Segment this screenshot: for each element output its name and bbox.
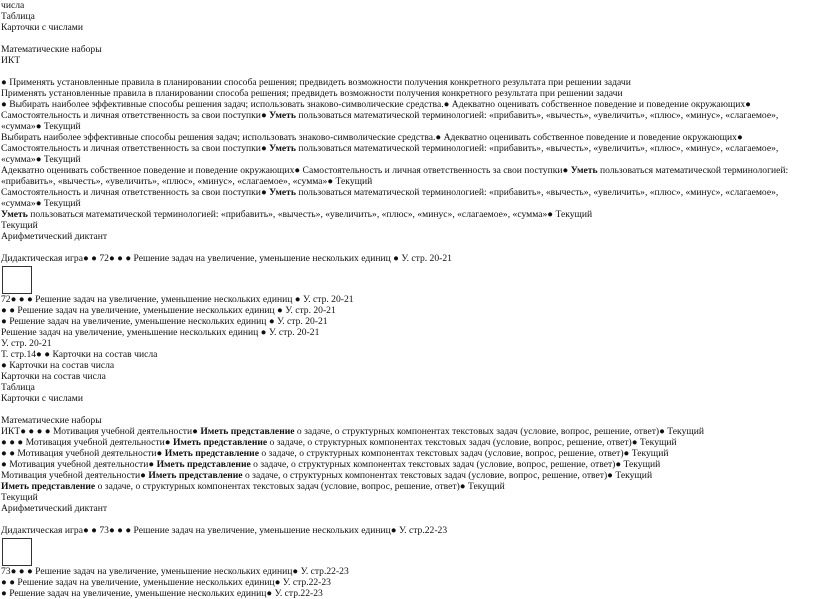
text-run: о задаче, о структурных компонентах текстовых задач (условие, вопрос, решение, ответ)● Текущий <box>250 459 661 470</box>
bold-term: Уметь <box>269 143 296 154</box>
text-run: Самостоятельность и личная ответственность за свои поступки● <box>1 187 270 198</box>
text-line: ● Карточки на состав числа <box>1 360 115 371</box>
document-body <box>1 0 813 599</box>
bold-term: Иметь представление <box>200 426 295 437</box>
text-paragraph <box>1 426 813 437</box>
text-paragraph <box>1 481 813 492</box>
text-line: Текущий <box>1 492 38 503</box>
text-line: ● ● Решение задач на увеличение, уменьшение нескольких единиц● У. стр.22-23 <box>1 577 331 588</box>
text-paragraph <box>1 470 813 481</box>
text-line: 72● ● ● Решение задач на увеличение, уменьшение нескольких единиц ● У. стр. 20-21 <box>1 294 354 305</box>
text-paragraph <box>1 99 813 132</box>
text-run: о задаче, о структурных компонентах текстовых задач (условие, вопрос, решение, ответ)● Текущий <box>242 470 653 481</box>
text-line: Применять установленные правила в планировании способа решения; предвидеть возможности получения конкретного результата при решении задачи <box>1 88 623 99</box>
text-run: о задаче, о структурных компонентах текстовых задач (условие, вопрос, решение, ответ)● Текущий <box>294 426 705 437</box>
bold-term: Уметь <box>570 165 598 176</box>
text-line: Арифметический диктант <box>1 503 108 514</box>
empty-image-frame <box>2 266 32 294</box>
text-run: о задаче, о структурных компонентах текстовых задач (условие, вопрос, решение, ответ)● Текущий <box>267 437 677 448</box>
text-run: ИКТ● ● ● ● Мотивация учебной деятельности● <box>1 426 201 437</box>
text-paragraph <box>1 209 813 220</box>
text-run: Выбирать наиболее эффективные способы решения задач; использовать знаково-символические средства.● Адекватно оценивать собственное поведение и поведение окружающих● Самостоятельность и личная ответственность за свои поступки● <box>1 132 743 154</box>
text-line: ● ● Решение задач на увеличение, уменьшение нескольких единиц ● У. стр. 20-21 <box>1 305 336 316</box>
text-line: Таблица <box>1 11 35 22</box>
text-run: о задаче, о структурных компонентах текстовых задач (условие, вопрос, решение, ответ)● Текущий <box>95 481 505 492</box>
text-line: Карточки с числами <box>1 22 83 33</box>
text-paragraph <box>1 459 813 470</box>
text-line: Карточки с числами <box>1 393 83 404</box>
text-run: пользоваться математической терминологией: «прибавить», «вычесть», «увеличить», «плюс», «минус», «слагаемое», «сумма»● Текущий <box>1 110 779 132</box>
text-run: пользоваться математической терминологией: «прибавить», «вычесть», «увеличить», «плюс», «минус», «слагаемое», «сумма»● Текущий <box>1 165 789 187</box>
text-line: Дидактическая игра● ● 72● ● ● Решение задач на увеличение, уменьшение нескольких единиц ● У. стр. 20-21 <box>1 253 452 264</box>
text-paragraph <box>1 132 813 165</box>
text-line: Математические наборы <box>1 415 102 426</box>
text-run: Адекватно оценивать собственное поведение и поведение окружающих● Самостоятельность и личная ответственность за свои поступки● <box>1 165 571 176</box>
text-run: ● Выбирать наиболее эффективные способы решения задач; использовать знаково-символические средства.● Адекватно оценивать собственное поведение и поведение окружающих● Самостоятельность и личная ответственность за свои поступки● <box>1 99 751 121</box>
text-line: Дидактическая игра● ● 73● ● ● Решение задач на увеличение, уменьшение нескольких единиц● У. стр.22-23 <box>1 525 448 536</box>
text-line: Текущий <box>1 220 38 231</box>
text-line: Карточки на состав числа <box>1 371 106 382</box>
text-run: Мотивация учебной деятельности● <box>1 470 149 481</box>
text-line: ● Решение задач на увеличение, уменьшение нескольких единиц● У. стр.22-23 <box>1 588 323 599</box>
empty-image-frame <box>2 538 32 566</box>
bold-term: Иметь представление <box>164 448 259 459</box>
bold-term: Иметь представление <box>172 437 268 448</box>
text-line: ● Применять установленные правила в планировании способа решения; предвидеть возможности получения конкретного результата при решении задачи <box>1 77 631 88</box>
text-line: 73● ● ● Решение задач на увеличение, уменьшение нескольких единиц● У. стр.22-23 <box>1 566 349 577</box>
text-paragraph <box>1 187 813 209</box>
text-line: Т. стр.14● ● Карточки на состав числа <box>1 349 158 360</box>
bold-term: Уметь <box>269 187 296 198</box>
text-line: ● Решение задач на увеличение, уменьшение нескольких единиц ● У. стр. 20-21 <box>1 316 328 327</box>
text-paragraph <box>1 448 813 459</box>
bold-term: Уметь <box>1 209 28 220</box>
text-line: Арифметический диктант <box>1 231 108 242</box>
text-line: Решение задач на увеличение, уменьшение нескольких единиц ● У. стр. 20-21 <box>1 327 320 338</box>
text-run: пользоваться математической терминологией: «прибавить», «вычесть», «увеличить», «плюс», «минус», «слагаемое», «сумма»● Текущий <box>1 143 779 165</box>
bold-term: Иметь представление <box>156 459 251 470</box>
bold-term: Иметь представление <box>148 470 243 481</box>
text-line: числа <box>1 0 25 11</box>
text-line: Таблица <box>1 382 35 393</box>
text-run: пользоваться математической терминологией: «прибавить», «вычесть», «увеличить», «плюс», «минус», «слагаемое», «сумма»● Текущий <box>1 187 779 209</box>
spacer <box>1 242 813 253</box>
text-paragraph <box>1 437 813 448</box>
bold-term: Иметь представление <box>1 481 96 492</box>
text-paragraph <box>1 165 813 187</box>
text-run: ● ● Мотивация учебной деятельности● <box>1 448 165 459</box>
text-run: ● Мотивация учебной деятельности● <box>1 459 157 470</box>
spacer <box>1 66 813 77</box>
text-run: ● ● ● Мотивация учебной деятельности● <box>1 437 173 448</box>
text-line: У. стр. 20-21 <box>1 338 52 349</box>
spacer <box>1 33 813 44</box>
text-run: пользоваться математической терминологией: «прибавить», «вычесть», «увеличить», «плюс», «минус», «слагаемое», «сумма»● Текущий <box>27 209 593 220</box>
text-line: ИКТ <box>1 55 21 66</box>
bold-term: Уметь <box>269 110 296 121</box>
spacer <box>1 404 813 415</box>
text-run: о задаче, о структурных компонентах текстовых задач (условие, вопрос, решение, ответ)● Текущий <box>258 448 669 459</box>
text-line: Математические наборы <box>1 44 102 55</box>
